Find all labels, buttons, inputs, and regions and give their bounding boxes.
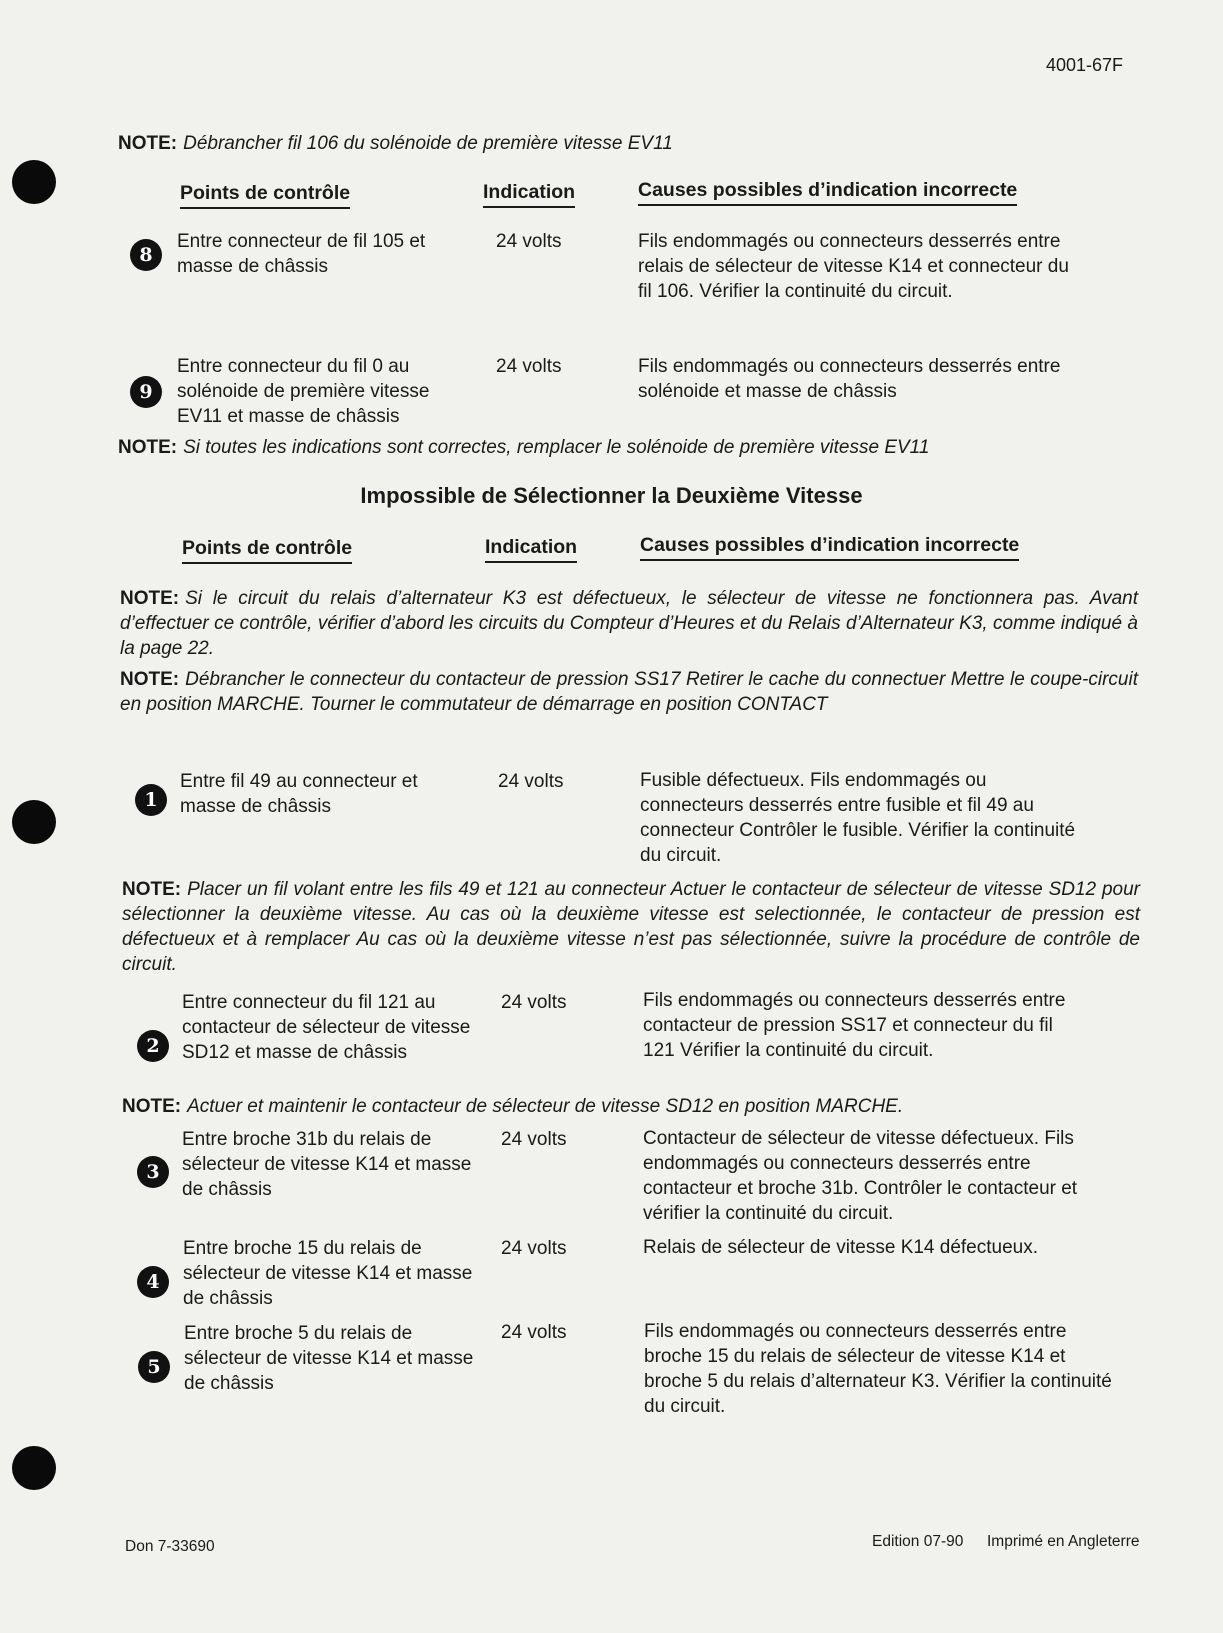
step-2-badge: 2 [137,1030,169,1062]
header-points: Points de contrôle [182,537,352,564]
indication-value: 24 volts [496,231,562,252]
note-label: NOTE: [120,588,180,609]
check-point: Entre broche 5 du relais de sélecteur de vitesse K14 et masse de châssis [184,1323,474,1394]
note-hold-switch [122,1094,1140,1119]
section-title: Impossible de Sélectionner la Deuxième Vitesse [360,483,863,508]
note-label: NOTE: [122,879,182,900]
indication-value: 24 volts [501,992,567,1013]
document-number: 4001-67F [1045,55,1123,75]
note-jumper-wire [122,877,1140,977]
step-8-badge: 8 [130,239,162,271]
check-point: Entre connecteur du fil 0 au solénoide de première vitesse EV11 et masse de châssis [177,356,430,427]
header-indication: Indication [485,536,577,563]
check-point: Entre connecteur de fil 105 et masse de châssis [177,231,426,277]
note-text: Débrancher fil 106 du solénoide de première vitesse EV11 [183,133,673,154]
note-label: NOTE: [118,133,178,154]
check-point: Entre broche 15 du relais de sélecteur de vitesse K14 et masse de châssis [183,1238,473,1309]
possible-cause: Fils endommagés ou connecteurs desserrés entre broche 15 du relais de sélecteur de vitesse K14 et broche 5 du relais d’alternateur K3. Vérifier la continuité du circuit. [644,1321,1112,1417]
footer-printed: Imprimé en Angleterre [987,1533,1140,1550]
note-text: Placer un fil volant entre les fils 49 et 121 au connecteur Actuer le contacteur de sélecteur de vitesse SD12 pour sélectionner la deuxième vitesse. Au cas où la deuxième vitesse est selectionnée, le contacteur de pression est défectueux et à remplacer Au cas où la deuxième vitesse n’est pas sélectionnée, suivre la procédure de contrôle de circuit. [122,879,1140,975]
indication-value: 24 volts [496,356,562,377]
check-point: Entre fil 49 au connecteur et masse de châssis [180,771,418,817]
note-text: Débrancher le connecteur du contacteur de pression SS17 Retirer le cache du connectuer Mettre le coupe-circuit en position MARCHE. Tourner le commutateur de démarrage en position CONTACT [120,669,1138,715]
header-indication: Indication [483,181,575,208]
header-points: Points de contrôle [180,182,350,209]
note-label: NOTE: [118,437,178,458]
indication-value: 24 volts [498,771,564,792]
indication-value: 24 volts [501,1238,567,1259]
footer-doc-reference: Don 7-33690 [125,1538,215,1555]
possible-cause: Fils endommagés ou connecteurs desserrés entre contacteur de pression SS17 et connecteur du fil 121 Vérifier la continuité du circuit. [643,990,1066,1061]
binder-hole-middle [12,800,56,844]
possible-cause: Fusible défectueux. Fils endommagés ou connecteurs desserrés entre fusible et fil 49 au connecteur Contrôler le fusible. Vérifier la continuité du circuit. [640,770,1076,866]
check-point: Entre broche 31b du relais de sélecteur de vitesse K14 et masse de châssis [182,1129,472,1200]
note-label: NOTE: [122,1096,182,1117]
note-text: Si toutes les indications sont correctes, remplacer le solénoide de première vitesse EV11 [183,437,930,458]
possible-cause: Fils endommagés ou connecteurs desserrés entre solénoide et masse de châssis [638,356,1061,402]
indication-value: 24 volts [501,1129,567,1150]
note-all-correct [118,435,1118,460]
footer-edition: Edition 07-90 [872,1533,964,1550]
note-pressure-switch [120,667,1138,717]
note-text: Actuer et maintenir le contacteur de sélecteur de vitesse SD12 en position MARCHE. [187,1096,904,1117]
possible-cause: Contacteur de sélecteur de vitesse défectueux. Fils endommagés ou connecteurs desserrés entre contacteur et broche 31b. Contrôler le contacteur et vérifier la continuité du circuit. [643,1128,1078,1224]
step-1-badge: 1 [135,784,167,816]
header-causes: Causes possibles d’indication incorrecte [638,179,1017,206]
binder-hole-top [12,160,56,204]
note-text: Si le circuit du relais d’alternateur K3 est défectueux, le sélecteur de vitesse ne fonctionnera pas. Avant d’effectuer ce contrôle, vérifier d’abord les circuits du Compteur d’Heures et du Relais d’Alternateur K3, comme indiqué à la page 22. [120,588,1138,659]
step-5-badge: 5 [138,1351,170,1383]
note-label: NOTE: [120,669,180,690]
note-alternator-relay [120,586,1138,661]
check-point: Entre connecteur du fil 121 au contacteur de sélecteur de vitesse SD12 et masse de châssis [182,992,471,1063]
step-3-badge: 3 [137,1156,169,1188]
possible-cause: Relais de sélecteur de vitesse K14 défectueux. [643,1237,1039,1258]
binder-hole-bottom [12,1446,56,1490]
indication-value: 24 volts [501,1322,567,1343]
step-9-badge: 9 [130,376,162,408]
possible-cause: Fils endommagés ou connecteurs desserrés entre relais de sélecteur de vitesse K14 et connecteur du fil 106. Vérifier la continuité du circuit. [638,231,1069,302]
note-disconnect-wire [118,131,1118,156]
header-causes: Causes possibles d’indication incorrecte [640,534,1019,561]
step-4-badge: 4 [137,1266,169,1298]
